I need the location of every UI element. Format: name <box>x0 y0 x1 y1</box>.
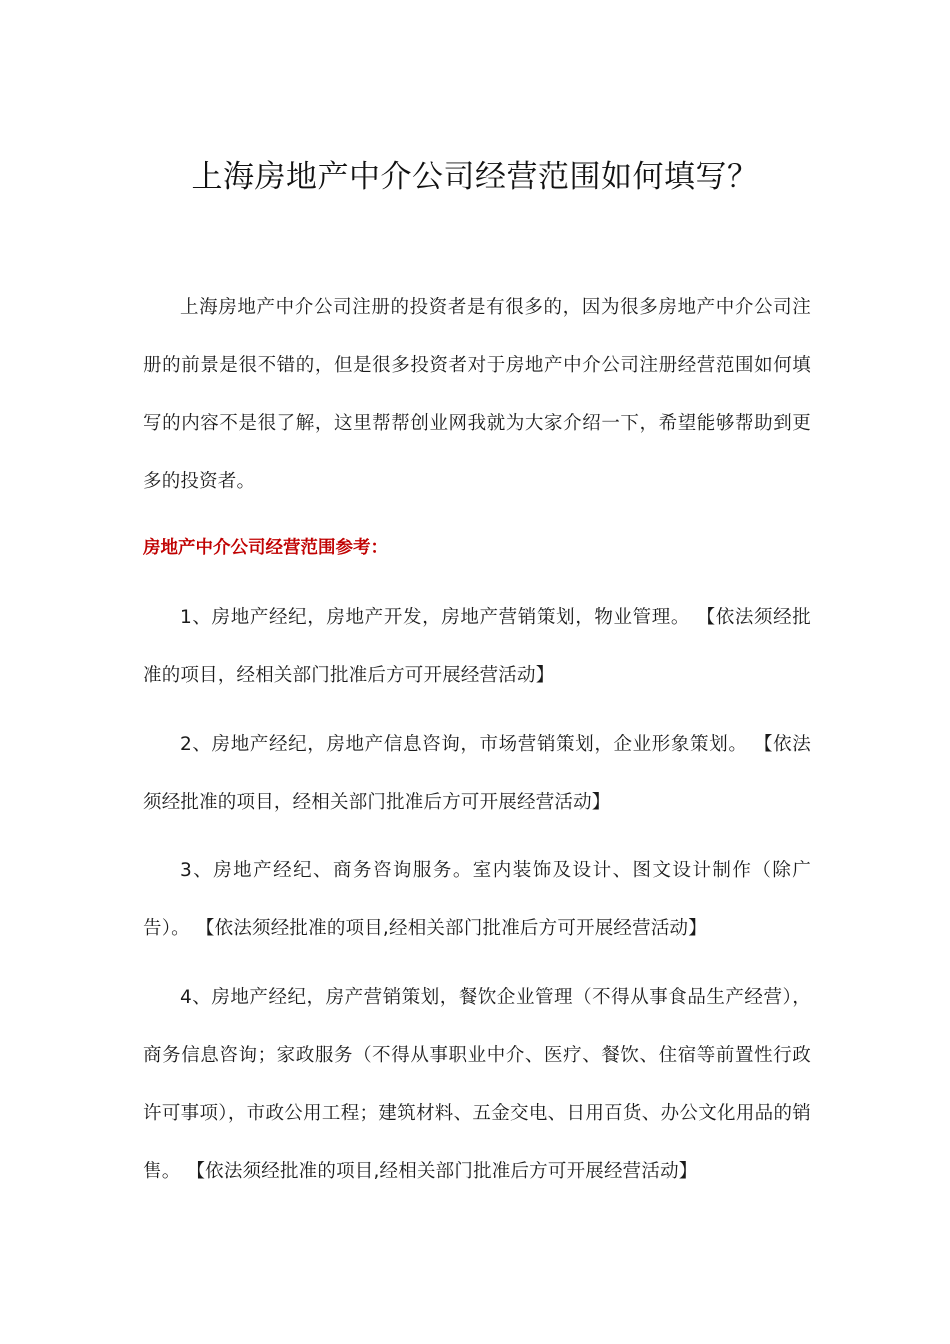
scope-item-3: 3、房地产经纪、商务咨询服务。室内装饰及设计、图文设计制作（除广告）。 【依法须经批准的项目,经相关部门批准后方可开展经营活动】 <box>143 860 811 939</box>
scope-item-4: 4、房地产经纪，房产营销策划，餐饮企业管理（不得从事食品生产经营），商务信息咨询；家政服务（不得从事职业中介、医疗、餐饮、住宿等前置性行政许可事项），市政公用工程；建筑材料、五金交电、日用百货、办公文化用品的销售。 【依法须经批准的项目,经相关部门批准后方可开展经营活动】 <box>143 987 811 1182</box>
scope-item-1: 1、房地产经纪，房地产开发，房地产营销策划，物业管理。 【依法须经批准的项目，经相关部门批准后方可开展经营活动】 <box>143 607 811 686</box>
document-title: 上海房地产中介公司经营范围如何填写？ <box>191 159 759 195</box>
section-heading: 房地产中介公司经营范围参考： <box>143 538 388 558</box>
intro-paragraph: 上海房地产中介公司注册的投资者是有很多的，因为很多房地产中介公司注册的前景是很不错的，但是很多投资者对于房地产中介公司注册经营范围如何填写的内容不是很了解，这里帮帮创业网我就为大家介绍一下，希望能够帮助到更多的投资者。 <box>143 297 811 492</box>
scope-item-2: 2、房地产经纪，房地产信息咨询，市场营销策划，企业形象策划。 【依法须经批准的项目，经相关部门批准后方可开展经营活动】 <box>143 734 811 813</box>
